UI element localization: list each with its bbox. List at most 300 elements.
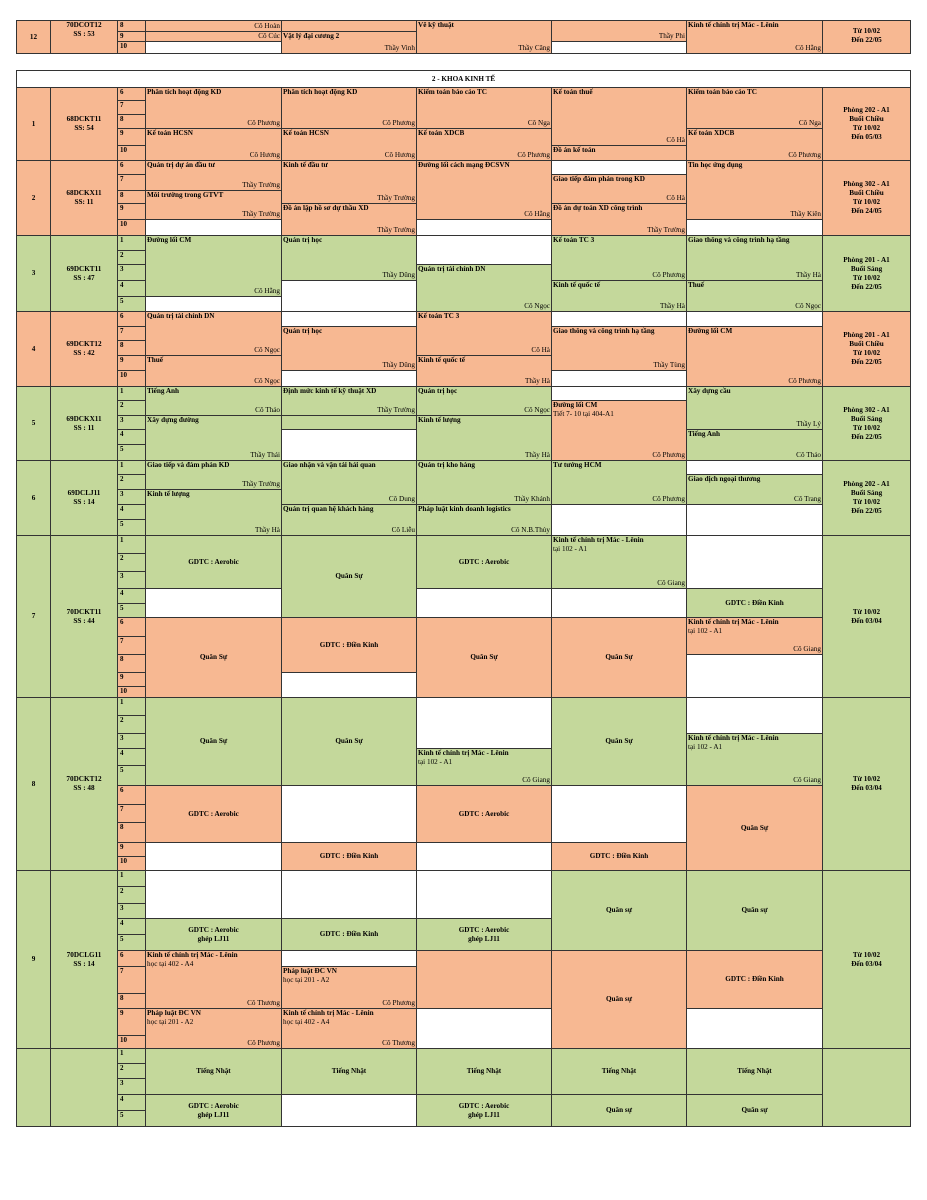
subject-cell[interactable]: [145, 311, 282, 356]
subject-cell[interactable]: [145, 87, 282, 129]
subject-cell[interactable]: [551, 326, 687, 371]
period-number: 9: [117, 31, 146, 42]
subject-cell[interactable]: [551, 280, 687, 312]
period-number: 10: [117, 1035, 146, 1049]
subject-cell[interactable]: [145, 235, 282, 297]
subject-cell[interactable]: [145, 588, 282, 618]
subject-cell[interactable]: [551, 41, 687, 54]
subject-title: Quản trị học: [418, 387, 458, 395]
period-number: 3: [117, 264, 146, 281]
room-info: [822, 697, 911, 871]
subject-title: Đồ án dự toán XD công trình: [553, 204, 643, 212]
class-number-label: 3: [31, 269, 36, 277]
room-info-line: Từ 10/02: [852, 349, 881, 357]
subject-cell[interactable]: [281, 415, 417, 430]
subject-note: học tại 402 - A4: [147, 960, 194, 968]
subject-cell[interactable]: [416, 355, 552, 387]
teacher-name: Thầy Trường: [242, 181, 280, 189]
subject-title: Kinh tế chính trị Mác - Lênin: [553, 536, 644, 544]
subject-cell[interactable]: [145, 355, 282, 387]
room-info-wrap: [843, 331, 890, 367]
period-number: 1: [117, 235, 146, 251]
subject-title: Kế toán thuế: [553, 88, 593, 96]
class-number-label: 9: [31, 955, 36, 963]
subject-title: Đồ án kế toán: [553, 146, 596, 154]
period-number: 9: [117, 203, 146, 220]
subject-cell[interactable]: [281, 370, 417, 387]
subject-cell[interactable]: [281, 966, 417, 1009]
subject-cell[interactable]: [145, 697, 282, 786]
subject-title: Quân sự: [605, 1106, 633, 1114]
class-code: [50, 160, 118, 236]
subject-cell[interactable]: [551, 311, 687, 327]
class-code-label: 69DCLJ11: [67, 489, 101, 497]
room-info-line: Phòng 202 - A1: [843, 106, 890, 114]
period-number: 1: [117, 697, 146, 716]
subject-cell[interactable]: [551, 235, 687, 281]
teacher-name: Cô Hà: [531, 346, 550, 354]
teacher-name: Cô N.B.Thủy: [511, 526, 550, 534]
subject-cell[interactable]: [145, 950, 282, 1009]
subject-title: GDTC : Điền Kinh: [319, 852, 379, 860]
subject-cell[interactable]: [551, 1048, 687, 1095]
class-code-label: 69DCKT11: [66, 264, 102, 273]
teacher-name: Cô Phương: [788, 377, 821, 385]
room-info-line: Từ 10/02: [852, 273, 881, 282]
subject-cell-inner: [320, 930, 379, 939]
subject-cell[interactable]: [145, 489, 282, 536]
subject-title: Tư tưởng HCM: [553, 461, 602, 469]
subject-cell[interactable]: [686, 1094, 823, 1127]
subject-cell[interactable]: [416, 160, 552, 220]
subject-cell[interactable]: [281, 842, 417, 871]
subject-title: Thuế: [147, 356, 163, 364]
subject-cell[interactable]: [416, 870, 552, 919]
subject-cell[interactable]: [686, 504, 823, 536]
subject-cell[interactable]: [416, 588, 552, 618]
subject-cell[interactable]: [145, 219, 282, 236]
room-info: [822, 460, 911, 536]
period-number: 2: [117, 1063, 146, 1079]
subject-title: GDTC : Aerobic: [188, 809, 239, 818]
subject-subtitle: ghép LJ11: [468, 1110, 500, 1119]
teacher-name: Cô Phương: [382, 999, 415, 1007]
subject-cell[interactable]: [686, 870, 823, 951]
subject-cell[interactable]: [145, 785, 282, 843]
subject-title: Kế toán TC 3: [553, 236, 595, 244]
room-info-wrap: [851, 608, 882, 626]
subject-cell-inner: [320, 852, 379, 861]
class-code: [50, 697, 118, 871]
class-number-label: 8: [31, 779, 36, 788]
subject-cell[interactable]: [416, 386, 552, 416]
subject-title: GDTC : Aerobic: [458, 809, 510, 818]
subject-title: Kế toán HCSN: [147, 129, 193, 137]
subject-cell[interactable]: [281, 280, 417, 312]
subject-cell[interactable]: [551, 950, 687, 1049]
period-number: 1: [117, 870, 146, 887]
teacher-name: Cô Thảo: [796, 451, 821, 459]
subject-cell[interactable]: [281, 785, 417, 843]
subject-cell[interactable]: [551, 20, 687, 42]
period-number: 5: [117, 519, 146, 536]
subject-cell-inner: [602, 1067, 636, 1076]
subject-cell[interactable]: [416, 415, 552, 461]
subject-cell[interactable]: [416, 1008, 552, 1049]
teacher-name: Cô Giang: [793, 776, 821, 784]
subject-cell[interactable]: [416, 504, 552, 536]
subject-cell[interactable]: [281, 429, 417, 461]
period-number: 9: [117, 1008, 146, 1036]
subject-cell[interactable]: [416, 842, 552, 871]
subject-cell[interactable]: [281, 326, 417, 371]
subject-cell[interactable]: [281, 160, 417, 204]
subject-cell[interactable]: [416, 460, 552, 505]
subject-cell[interactable]: [551, 400, 687, 461]
subject-cell[interactable]: [145, 386, 282, 416]
subject-cell[interactable]: [416, 264, 552, 312]
class-size-label: SS : 14: [73, 959, 95, 968]
subject-cell[interactable]: [416, 697, 552, 749]
subject-cell[interactable]: [551, 535, 687, 589]
period-number: 9: [117, 672, 146, 687]
subject-cell[interactable]: [145, 1008, 282, 1049]
subject-cell[interactable]: [686, 1008, 823, 1049]
period-number: 1: [117, 460, 146, 475]
class-code-wrap: [66, 21, 101, 39]
subject-cell[interactable]: [416, 785, 552, 843]
room-info-line: Từ 10/02: [852, 950, 881, 959]
period-number: 8: [117, 190, 146, 204]
teacher-name: Cô Hà: [666, 136, 685, 144]
subject-cell[interactable]: [686, 280, 823, 312]
subject-cell[interactable]: [551, 203, 687, 236]
period-number: 8: [117, 340, 146, 356]
room-info-wrap: [851, 775, 882, 793]
subject-title: Đường lối cách mạng ĐCSVN: [418, 161, 510, 169]
subject-cell[interactable]: [281, 203, 417, 236]
subject-cell[interactable]: [281, 535, 417, 618]
teacher-name: Cô Phương: [382, 119, 415, 127]
subject-cell[interactable]: [281, 128, 417, 161]
subject-cell[interactable]: [416, 617, 552, 698]
class-number-label: 1: [31, 119, 36, 128]
subject-cell[interactable]: [416, 535, 552, 589]
subject-cell[interactable]: [145, 415, 282, 461]
subject-cell[interactable]: [686, 617, 823, 655]
subject-cell[interactable]: [551, 145, 687, 161]
subject-cell[interactable]: [416, 235, 552, 265]
subject-cell[interactable]: [551, 504, 687, 536]
period-number: 10: [117, 686, 146, 698]
subject-cell[interactable]: [145, 190, 282, 220]
subject-cell[interactable]: [145, 617, 282, 698]
subject-cell[interactable]: [145, 842, 282, 871]
teacher-name: Thầy Trường: [242, 210, 280, 218]
period-number: 6: [117, 950, 146, 967]
subject-title: Kinh tế lượng: [418, 416, 461, 424]
class-size-label: SS : 53: [73, 30, 95, 38]
class-code: [50, 311, 118, 387]
teacher-name: Cô Giang: [657, 579, 685, 587]
period-number: 4: [117, 280, 146, 297]
period-number: 8: [117, 993, 146, 1009]
subject-note: Tiết 7- 10 tại 404-A1: [553, 410, 614, 418]
subject-cell[interactable]: [281, 460, 417, 505]
period-number: 2: [117, 400, 146, 416]
teacher-name: Cô Ngọc: [254, 346, 280, 354]
class-size-label: SS : 44: [73, 616, 95, 625]
subject-cell-inner: [459, 810, 510, 819]
subject-title: GDTC : Điền Kinh: [319, 930, 379, 938]
room-info-line: Phòng 302 - A1: [843, 180, 890, 188]
subject-cell[interactable]: [551, 87, 687, 146]
subject-cell[interactable]: [686, 386, 823, 430]
subject-cell[interactable]: [686, 535, 823, 589]
room-info-line: Từ 10/02: [852, 775, 881, 783]
subject-cell[interactable]: [551, 697, 687, 786]
subject-cell[interactable]: [686, 474, 823, 505]
subject-cell[interactable]: [145, 128, 282, 161]
subject-cell[interactable]: [551, 460, 687, 505]
subject-title: GDTC : Aerobic: [458, 557, 510, 566]
room-info-line: Từ 10/02: [852, 423, 881, 432]
subject-cell[interactable]: [551, 386, 687, 401]
class-size-label: SS : 48: [73, 784, 95, 792]
class-number-label: 2: [31, 193, 36, 202]
subject-cell[interactable]: [281, 235, 417, 281]
teacher-name: Thầy Trường: [647, 226, 685, 234]
class-code-wrap: [68, 489, 101, 507]
teacher-name: Cô Ngọc: [795, 302, 821, 310]
room-info-line: Đến 03/04: [851, 616, 882, 625]
subject-cell[interactable]: [686, 785, 823, 871]
subject-cell[interactable]: [686, 950, 823, 1009]
period-number: 3: [117, 415, 146, 430]
subject-title: Định mức kinh tế kỹ thuật XD: [283, 387, 377, 395]
teacher-name: Thầy Trường: [377, 226, 415, 234]
subject-title: Giao thông và công trình hạ tầng: [688, 236, 790, 244]
class-code: [50, 235, 118, 312]
room-info-line: Buổi Sáng: [850, 414, 883, 423]
subject-cell[interactable]: [686, 697, 823, 734]
teacher-name: Cô Nga: [798, 119, 821, 127]
subject-cell[interactable]: [686, 588, 823, 618]
teacher-name: Thầy Hà: [255, 526, 280, 534]
subject-cell[interactable]: [281, 697, 417, 786]
subject-cell[interactable]: [281, 870, 417, 919]
period-number: 2: [117, 474, 146, 490]
subject-cell[interactable]: [416, 950, 552, 1009]
room-info-line: Từ 10/02: [852, 607, 881, 616]
subject-cell[interactable]: [551, 160, 687, 175]
subject-cell[interactable]: [551, 174, 687, 204]
subject-cell[interactable]: [145, 870, 282, 919]
subject-title: Kinh tế chính trị Mác - Lênin: [283, 1009, 374, 1017]
subject-cell[interactable]: [281, 87, 417, 129]
room-info-line: Phòng 202 - A1: [843, 480, 890, 488]
subject-cell-inner: [335, 572, 362, 581]
class-code-wrap: [67, 608, 102, 626]
subject-cell[interactable]: [281, 311, 417, 327]
subject-cell[interactable]: [281, 504, 417, 536]
subject-title: Giao thông và công trình hạ tầng: [553, 327, 655, 335]
subject-cell[interactable]: [281, 386, 417, 416]
subject-cell-inner: [335, 737, 362, 746]
teacher-name: Thầy Lý: [796, 420, 821, 428]
subject-cell[interactable]: [551, 870, 687, 951]
teacher-name: Cô Trang: [794, 495, 821, 503]
class-code-wrap: [66, 415, 101, 433]
class-code-label: 70DCOT12: [66, 21, 102, 29]
subject-cell[interactable]: [145, 535, 282, 589]
period-number: 3: [117, 489, 146, 505]
subject-cell[interactable]: [686, 311, 823, 327]
subject-title: GDTC : Điền Kinh: [725, 975, 784, 983]
class-size-label: SS : 14: [73, 498, 95, 506]
period-number: 2: [117, 553, 146, 572]
room-info-line: Phòng 302 - A1: [843, 405, 890, 414]
subject-cell[interactable]: [416, 918, 552, 951]
subject-cell[interactable]: [416, 748, 552, 786]
teacher-name: Cô Ngọc: [524, 302, 550, 310]
teacher-name: Cô Phương: [788, 151, 821, 159]
period-number: 2: [117, 250, 146, 265]
period-number: 5: [117, 765, 146, 786]
subject-title: Tiếng Anh: [147, 387, 180, 395]
subject-cell[interactable]: [686, 326, 823, 387]
subject-cell[interactable]: [686, 235, 823, 281]
subject-cell[interactable]: [281, 1048, 417, 1095]
subject-title: Quân sự: [741, 906, 768, 914]
subject-title: Pháp luật ĐC VN: [147, 1009, 201, 1017]
subject-cell-inner: [737, 1067, 771, 1076]
period-number: 1: [117, 535, 146, 554]
subject-cell-inner: [741, 824, 768, 833]
subject-cell[interactable]: [145, 1094, 282, 1127]
room-info-line: Buổi Chiều: [849, 340, 884, 348]
subject-cell[interactable]: [281, 918, 417, 951]
subject-title: GDTC : Aerobic: [188, 925, 239, 934]
subject-cell[interactable]: [281, 1094, 417, 1127]
subject-title: Kế toán TC 3: [418, 312, 460, 320]
subject-title: Quân Sự: [199, 653, 228, 661]
class-code-label: 68DCKT11: [66, 115, 102, 123]
class-size-label: SS : 11: [73, 423, 95, 432]
subject-cell[interactable]: [686, 128, 823, 161]
subject-cell[interactable]: [281, 1008, 417, 1049]
subject-cell[interactable]: [145, 160, 282, 191]
class-number-label: 12: [29, 32, 38, 41]
teacher-name: Thầy Hà: [796, 271, 821, 279]
subject-cell[interactable]: [551, 842, 687, 871]
subject-cell[interactable]: [416, 1094, 552, 1127]
subject-cell[interactable]: [281, 950, 417, 967]
subject-title: Giao nhận và vận tải hải quan: [283, 461, 376, 469]
subject-cell[interactable]: [686, 429, 823, 461]
subject-title: Quân Sự: [335, 572, 363, 580]
subject-cell-inner: [200, 653, 227, 662]
subject-title: Kế toán XDCB: [418, 129, 465, 137]
class-size-label: SS : 47: [73, 273, 95, 282]
period-number: 5: [117, 934, 146, 951]
subject-title: Quân Sự: [605, 653, 633, 661]
teacher-name: Cô Hương: [249, 151, 280, 159]
period-number: 6: [117, 617, 146, 637]
teacher-name: Thầy Phi: [658, 32, 685, 40]
subject-cell[interactable]: [551, 588, 687, 618]
subject-cell[interactable]: [686, 160, 823, 220]
subject-cell[interactable]: [416, 311, 552, 356]
teacher-name: Cô Hằng: [795, 44, 821, 52]
subject-cell[interactable]: [416, 219, 552, 236]
room-info-line: Buổi Sáng: [850, 489, 883, 497]
subject-cell[interactable]: [551, 1094, 687, 1127]
subject-cell[interactable]: [551, 370, 687, 387]
subject-cell[interactable]: [416, 1048, 552, 1095]
subject-title: Quân Sự: [199, 737, 228, 745]
subject-cell[interactable]: [686, 20, 823, 54]
subject-title: Đường lối CM: [688, 327, 733, 335]
teacher-name: Cô Ngọc: [524, 406, 550, 414]
subject-cell[interactable]: [686, 87, 823, 129]
subject-cell[interactable]: [281, 672, 417, 698]
subject-cell-inner: [196, 1067, 230, 1076]
subject-cell[interactable]: [145, 918, 282, 951]
class-code-wrap: [67, 115, 102, 133]
subject-cell[interactable]: [686, 654, 823, 698]
subject-cell[interactable]: [416, 20, 552, 54]
subject-cell[interactable]: [416, 87, 552, 129]
subject-cell[interactable]: [145, 1048, 282, 1095]
teacher-name: Thầy Dũng: [382, 361, 415, 369]
teacher-name: Cô Phương: [652, 271, 685, 279]
class-number: [16, 697, 51, 871]
subject-cell[interactable]: [145, 460, 282, 490]
subject-cell[interactable]: [551, 617, 687, 698]
subject-cell[interactable]: [686, 733, 823, 786]
subject-title: Thuế: [688, 281, 704, 289]
class-number: [16, 386, 51, 461]
subject-title: Môi trường trong GTVT: [147, 191, 224, 199]
period-number: 9: [117, 128, 146, 146]
subject-cell[interactable]: [145, 296, 282, 312]
subject-cell[interactable]: [686, 1048, 823, 1095]
subject-cell[interactable]: [416, 128, 552, 161]
class-number: [16, 235, 51, 312]
class-number-label: 7: [31, 612, 36, 620]
subject-title: Quân sự: [741, 1106, 768, 1114]
subject-cell-inner: [188, 1102, 239, 1120]
subject-cell[interactable]: [686, 460, 823, 475]
subject-cell[interactable]: [686, 219, 823, 236]
subject-cell[interactable]: [281, 617, 417, 673]
subject-cell[interactable]: [551, 785, 687, 843]
subject-cell[interactable]: [145, 41, 282, 54]
period-number: 5: [117, 603, 146, 618]
period-number: 7: [117, 804, 146, 823]
period-number: 4: [117, 429, 146, 445]
subject-title: GDTC : Aerobic: [458, 1101, 510, 1110]
room-info-line: Từ 10/02: [852, 498, 881, 506]
subject-title: Xây dựng đường: [147, 416, 199, 424]
subject-cell[interactable]: [281, 31, 417, 54]
subject-title: GDTC : Aerobic: [458, 925, 510, 934]
room-info-line: Đến 22/05: [851, 358, 882, 366]
room-info: [822, 386, 911, 461]
period-number: 8: [117, 114, 146, 129]
teacher-name: Cô Giang: [793, 645, 821, 653]
